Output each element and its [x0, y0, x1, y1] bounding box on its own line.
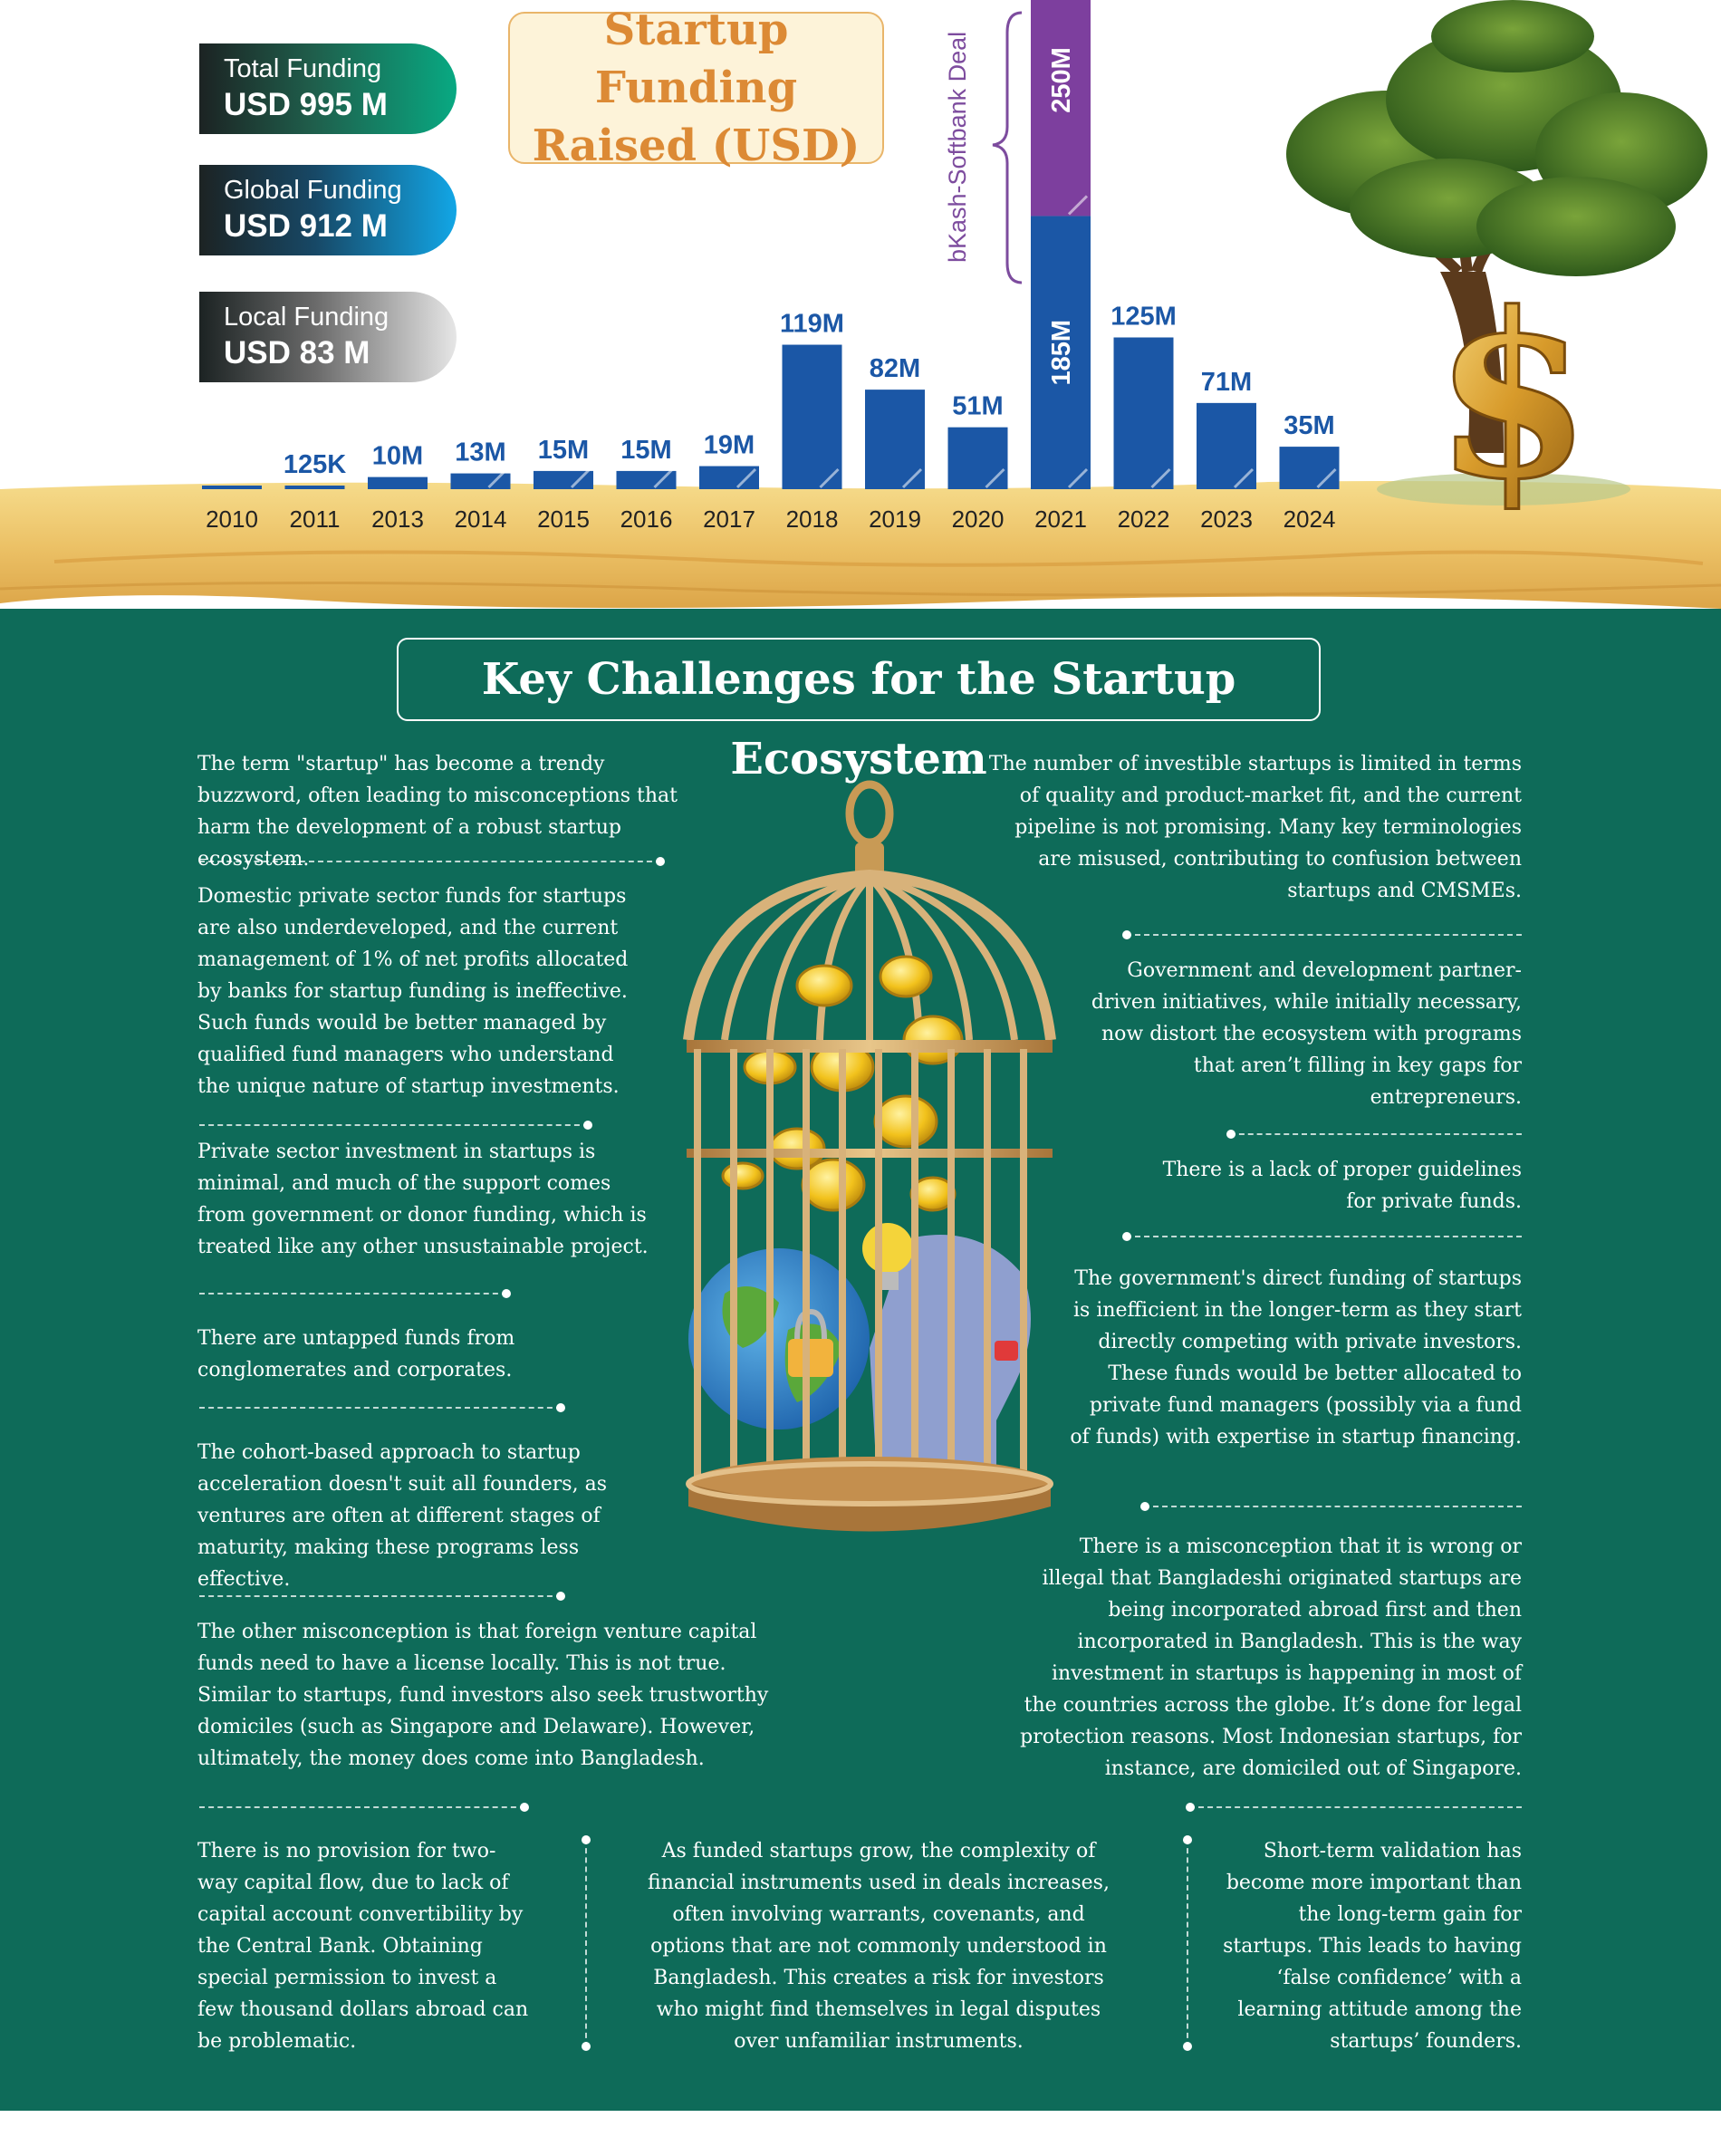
local-funding-badge	[199, 292, 457, 382]
x-tick-label: 2020	[951, 505, 1005, 533]
local-funding-value: USD 83 M	[224, 335, 370, 371]
divider	[1230, 1133, 1522, 1135]
bottom-left-paragraph: There is no provision for two-way capital flow, due to lack of capital account convertibility by the Central Bank. Obtaining special permission to invest a few thousand dollars abroad can be problematic.	[197, 1840, 529, 2053]
x-tick-label: 2013	[371, 505, 424, 533]
x-tick-label: 2023	[1200, 505, 1253, 533]
left-paragraph: The term "startup" has become a trendy buzzword, often leading to misconceptions that harm the development of a robust startup ecosystem.	[197, 753, 678, 871]
global-funding-value: USD 912 M	[224, 208, 388, 244]
bar	[948, 428, 1008, 489]
bar-value-label: 15M	[537, 435, 590, 465]
x-tick-label: 2018	[785, 505, 839, 533]
x-tick-label: 2010	[206, 505, 258, 533]
bar-value-label: 51M	[952, 391, 1004, 421]
divider	[199, 1595, 562, 1597]
bar	[285, 486, 345, 489]
bar-value-label: 71M	[1200, 367, 1253, 397]
x-tick-label: 2015	[537, 505, 590, 533]
x-tick-label: 2024	[1283, 505, 1336, 533]
chart-title-line2: Raised (USD)	[532, 120, 860, 171]
right-paragraph: The number of investible startups is limited in terms of quality and product-market fit, and the current pipeline is not promising. Many key terminologies are misused, contributing to confusion between startups and CMSMEs.	[988, 753, 1522, 902]
funding-chart-section	[0, 0, 1721, 616]
left-paragraph: Domestic private sector funds for startups are also underdeveloped, and the current management of 1% of net profits allocated by banks for startup funding is ineffective. Such funds would be better managed by qualified fund managers who understand the unique nature of startup investments.	[197, 885, 629, 1098]
chart-title-line1: Startup Funding	[594, 5, 798, 113]
deal-annotation: bKash-Softbank Deal	[944, 31, 971, 263]
bar-segment-label: 185M	[1047, 319, 1076, 386]
bar-value-label: 125K	[283, 450, 347, 479]
bar-value-label: 119M	[780, 309, 844, 339]
bottom-right-paragraph: Short-term validation has become more important than the long-term gain for startups. This leads to having ‘false confidence’ with a learning attitude among the startups’ founders.	[1223, 1840, 1522, 2053]
right-paragraph: The government's direct funding of startups is inefficient in the longer-term as they start directly competing with private investors. These funds would be better allocated to private fund managers (possibly via a fund of funds) with expertise in startup financing.	[1070, 1267, 1522, 1449]
bar-value-label: 125M	[1110, 302, 1177, 332]
right-paragraph: There is a lack of proper guidelines for private funds.	[1162, 1159, 1522, 1213]
bar	[699, 467, 759, 489]
x-tick-label: 2014	[454, 505, 507, 533]
bar	[1280, 447, 1340, 489]
bar-value-label: 10M	[371, 441, 424, 471]
vertical-divider	[1187, 1839, 1188, 2047]
x-tick-label: 2017	[703, 505, 755, 533]
divider	[1126, 1236, 1522, 1237]
total-funding-label: Total Funding	[224, 54, 382, 83]
svg-text:$: $	[1434, 263, 1591, 529]
x-tick-label: 2019	[869, 505, 921, 533]
right-paragraph: There is a misconception that it is wrong or illegal that Bangladeshi originated startups are being incorporated abroad first and then incorporated in Bangladesh. This is the way investment in startups is happening in most of the countries across the globe. It’s done for legal protection reasons. Most Indonesian startups, for instance, are domiciled out of Singapore.	[1020, 1535, 1522, 1780]
bottom-center-paragraph: As funded startups grow, the complexity of financial instruments used in deals increases, often involving warrants, covenants, and options that are not commonly understood in Bangladesh. This creates a risk for investors who might find themselves in legal disputes over unfamiliar instruments.	[648, 1840, 1110, 2053]
global-funding-badge	[199, 165, 457, 255]
divider	[1189, 1806, 1522, 1808]
right-paragraph: Government and development partner-driven initiatives, while initially necessary, now distort the ecosystem with programs that aren’t filling in key gaps for entrepreneurs.	[1091, 959, 1522, 1109]
bar-segment-label: 250M	[1047, 47, 1076, 113]
bar	[368, 477, 428, 489]
left-paragraph: The cohort-based approach to startup acceleration doesn't suit all founders, as ventures are often at different stages of maturity, making these programs less effective.	[197, 1441, 607, 1591]
section-title: Key Challenges for the Startup Ecosystem	[397, 638, 1321, 721]
bar	[202, 486, 262, 489]
x-tick-label: 2016	[620, 505, 673, 533]
bar-value-label: 82M	[869, 354, 921, 384]
bar-value-label: 19M	[703, 430, 755, 460]
divider	[199, 861, 661, 862]
bar	[1114, 338, 1174, 490]
divider	[1126, 934, 1522, 936]
birdcage-illustration	[634, 768, 1105, 1547]
divider	[199, 1124, 589, 1126]
dollar-sign-icon	[1434, 263, 1591, 529]
divider	[199, 1806, 525, 1808]
bar-value-label: 13M	[455, 438, 506, 467]
bar	[783, 345, 842, 489]
local-funding-label: Local Funding	[224, 303, 389, 332]
total-funding-value: USD 995 M	[224, 87, 388, 122]
divider	[199, 1293, 507, 1295]
x-tick-label: 2022	[1117, 505, 1170, 533]
divider	[199, 1407, 562, 1409]
total-funding-badge	[199, 43, 457, 134]
left-paragraph: There are untapped funds from conglomerates and corporates.	[197, 1327, 515, 1381]
divider	[1144, 1506, 1522, 1507]
bar-value-label: 35M	[1284, 411, 1335, 441]
global-funding-label: Global Funding	[224, 176, 402, 205]
left-paragraph: The other misconception is that foreign venture capital funds need to have a license locally. This is not true. Similar to startups, fund investors also seek trustworthy domiciles (such as Singapore and Delaware). However, ultimately, the money does come into Bangladesh.	[197, 1621, 769, 1770]
chart-title	[508, 5, 884, 171]
bkash-softbank-brace	[993, 13, 1022, 283]
bar-value-label: 15M	[620, 435, 672, 465]
vertical-divider	[585, 1839, 587, 2047]
x-tick-label: 2011	[289, 505, 341, 533]
x-tick-label: 2021	[1034, 505, 1087, 533]
left-paragraph: Private sector investment in startups is minimal, and much of the support comes from government or donor funding, which is treated like any other unsustainable project.	[197, 1141, 649, 1258]
